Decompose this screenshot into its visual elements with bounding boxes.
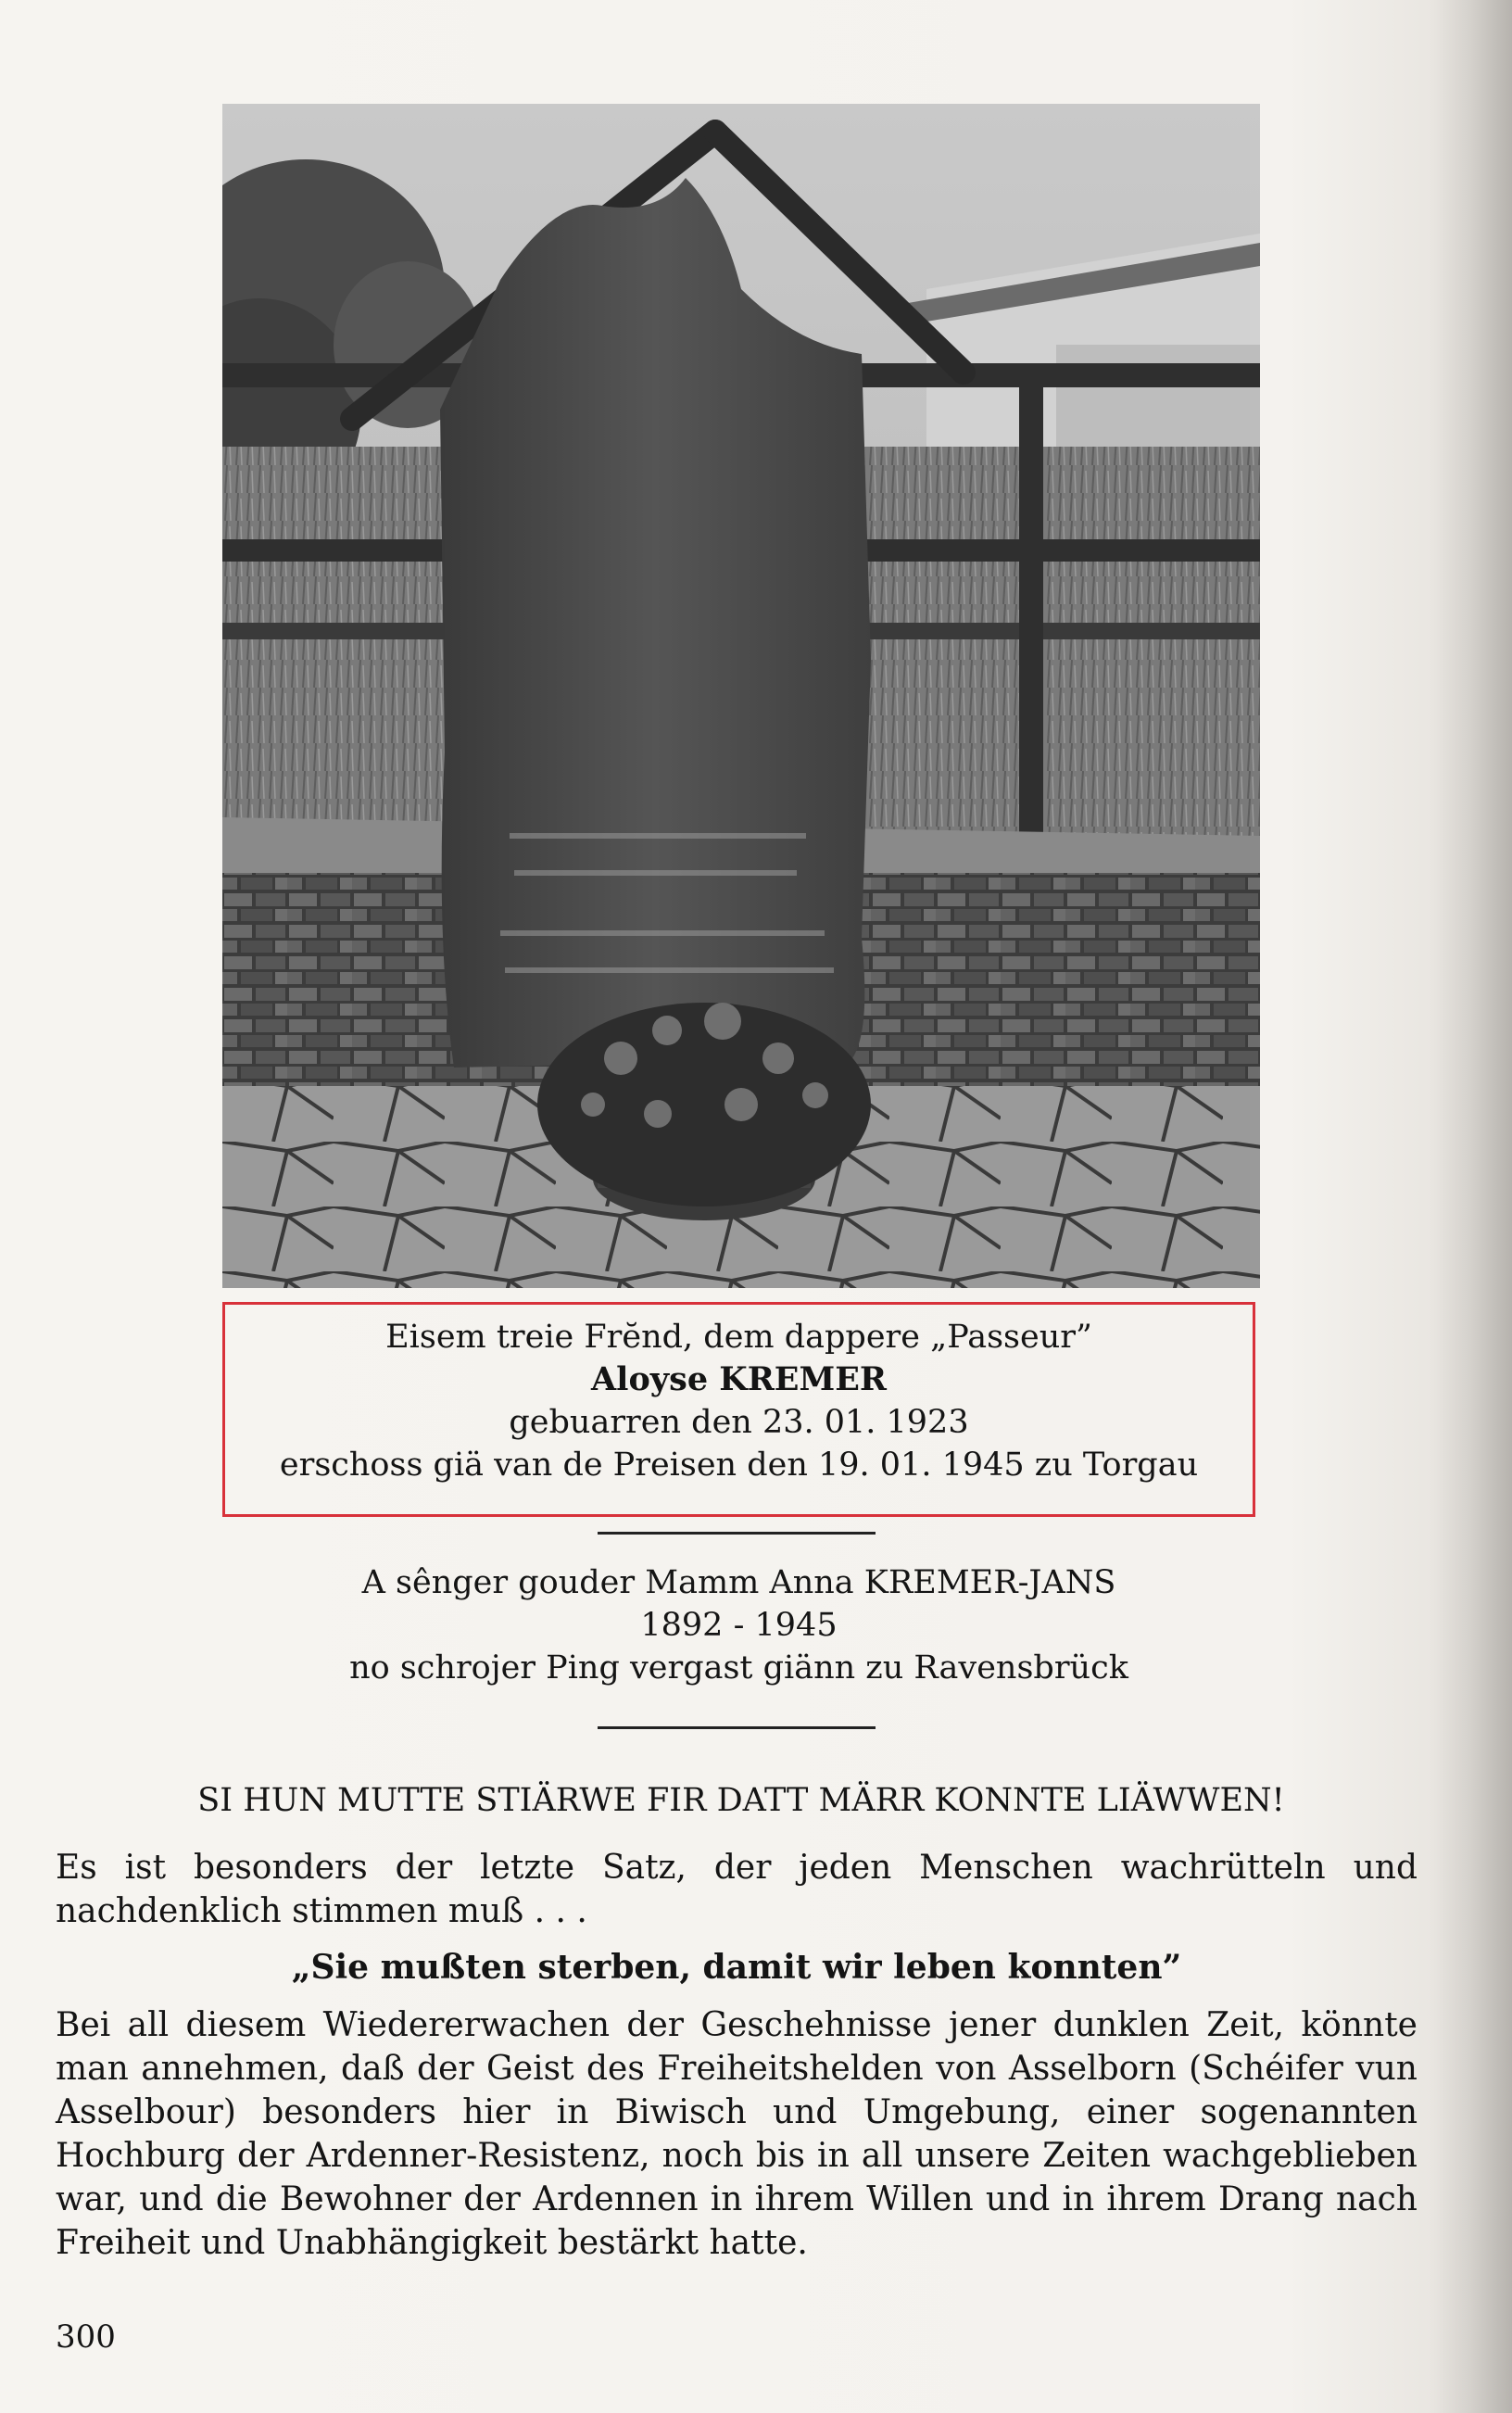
mother-name: A sênger gouder Mamm Anna KREMER-JANS [361,1564,1116,1601]
paragraph-intro: Es ist besonders der letzte Satz, der jeden Menschen wachrütteln und nachdenklich stimmen muß . . . [56,1849,1418,1930]
paragraph-body: Bei all diesem Wiedererwachen der Geschehnisse jener dunklen Zeit, könnte man annehmen, daß der Geist des Freiheitshelden von Asselborn (Schéifer vun Asselbour) besonders hier in Biwisch und Umgebung, einer sogenannten Hochburg der Ardenner-Resistenz, noch bis in all unsere Zeiten wachgeblieben war, und die Bewohner der Ardennen in ihrem Willen und in ihrem Drang nach Freiheit und Unabhängigkeit bestärkt hatte. [56,2006,1418,2262]
page-number: 300 [56,2318,116,2356]
page-gutter-shadow [1429,0,1512,2413]
caption-dedication: Eisem treie Frĕnd, dem dappere „Passeur” [385,1319,1092,1356]
divider-rule-2 [598,1726,876,1729]
quote-line: „Sie mußten sterben, damit wir leben konnten” [291,1948,1182,1987]
caption-name: Aloyse KREMER [591,1360,887,1398]
divider-rule-1 [598,1532,876,1535]
caption-birth-date: gebuarren den 23. 01. 1923 [509,1404,969,1441]
memorial-motto: SI HUN MUTTE STIÄRWE FIR DATT MÄRR KONNTE LIÄWWEN! [197,1782,1285,1819]
caption-death-date: erschoss giä van de Preisen den 19. 01. 1945 zu Torgau [279,1447,1199,1484]
mother-dedication [222,1561,1255,1689]
mother-years: 1892 - 1945 [640,1607,838,1644]
mother-fate: no schrojer Ping vergast giänn zu Ravensbrück [349,1649,1128,1687]
memorial-photograph [222,104,1260,1288]
photo-caption-box [222,1302,1255,1517]
